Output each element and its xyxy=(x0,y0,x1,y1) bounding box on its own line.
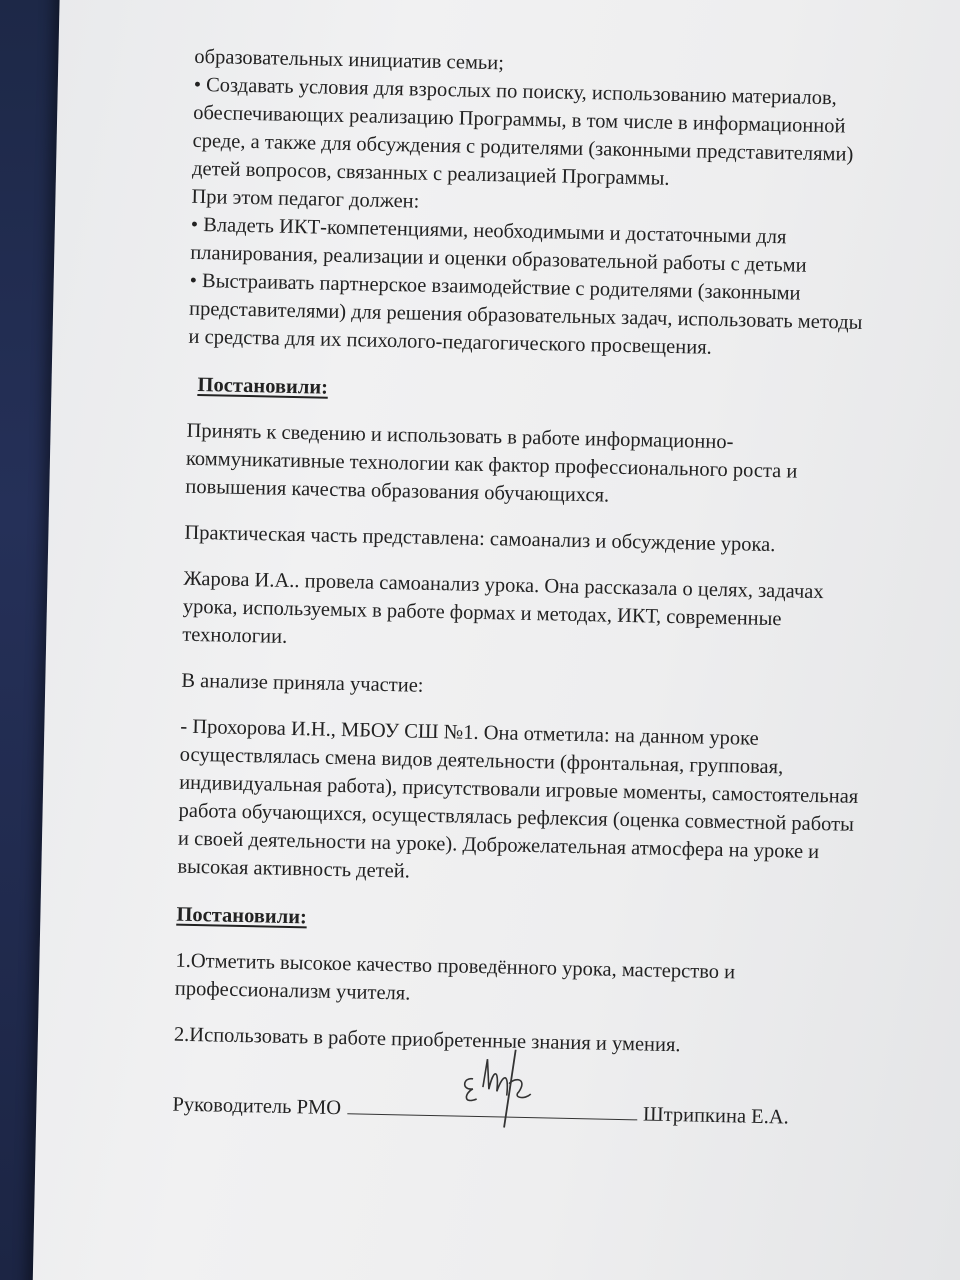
text-line: представителями) для решения образовательных задач, использовать методы xyxy=(188,297,863,334)
text-line: Жарова И.А.. провела самоанализ урока. Она рассказала о целях, задачах xyxy=(183,567,824,604)
decision-1-paragraph xyxy=(175,947,960,1020)
intro-section xyxy=(188,43,960,368)
text-line: образовательных инициатив семьи; xyxy=(194,45,505,75)
text-line: профессионализм учителя. xyxy=(174,977,411,1005)
text-line: • Выстраивать партнерское взаимодействие с родителями (законными xyxy=(189,269,801,305)
text-line: и своей деятельности на уроке). Доброжелательная атмосфера на уроке и xyxy=(177,827,820,864)
text-line: коммуникативные технологии как фактор профессионального роста и xyxy=(185,447,798,483)
text-line: повышения качества образования обучающихся. xyxy=(185,475,610,507)
text-line: и средства для их психолого-педагогического просвещения. xyxy=(188,325,713,359)
signature-row xyxy=(172,1091,960,1136)
text-line: детей вопросов, связанных с реализацией Программы. xyxy=(191,157,670,190)
text-line: обеспечивающих реализацию Программы, в том числе в информационной xyxy=(193,101,846,138)
text-line: высокая активность детей. xyxy=(177,855,411,883)
paper-sheet xyxy=(32,0,960,1280)
text-line: • Создавать условия для взрослых по поиску, использованию материалов, xyxy=(193,73,838,110)
signatory-name: Штрипкина Е.А. xyxy=(642,1103,789,1129)
text-line: урока, используемых в работе формах и методах, ИКТ, современные xyxy=(182,595,782,631)
text-line: При этом педагог должен: xyxy=(191,185,420,213)
text-line: индивидуальная работа), присутствовали игровые моменты, самостоятельная xyxy=(178,771,859,808)
text-line: технологии. xyxy=(182,623,288,648)
participant-paragraph xyxy=(177,713,960,898)
text-line: среде, а также для обсуждения с родителями (законными представителями) xyxy=(192,129,854,166)
practical-part-paragraph: Практическая часть представлена: самоанализ и обсуждение урока. xyxy=(184,521,776,557)
resolution-heading-2: Постановили: xyxy=(176,903,308,929)
text-line: - Прохорова И.Н., МБОУ СШ №1. Она отметила: на данном уроке xyxy=(180,715,759,750)
text-line: 1.Отметить высокое качество проведённого урока, мастерство и xyxy=(175,949,736,984)
self-analysis-paragraph xyxy=(182,565,960,666)
signature-role: Руководитель РМО xyxy=(172,1093,342,1120)
resolution-heading-1: Постановили: xyxy=(197,373,329,399)
handwritten-signature xyxy=(452,1038,544,1130)
participation-paragraph: В анализе приняла участие: xyxy=(181,669,424,697)
document-text xyxy=(172,43,960,1136)
decision-2-paragraph: 2.Использовать в работе приобретенные знания и умения. xyxy=(173,1023,681,1057)
text-line: • Владеть ИКТ-компетенциями, необходимыми и достаточными для xyxy=(190,213,787,249)
text-line: планирования, реализации и оценки образовательной работы с детьми xyxy=(190,241,807,277)
text-line: Принять к сведению и использовать в работе информационно- xyxy=(186,419,734,454)
text-line: осуществлялась смена видов деятельности (фронтальная, групповая, xyxy=(179,743,784,779)
resolution-paragraph xyxy=(185,417,960,518)
text-line: работа обучающихся, осуществлялась рефлексия (оценка совместной работы xyxy=(178,799,855,836)
